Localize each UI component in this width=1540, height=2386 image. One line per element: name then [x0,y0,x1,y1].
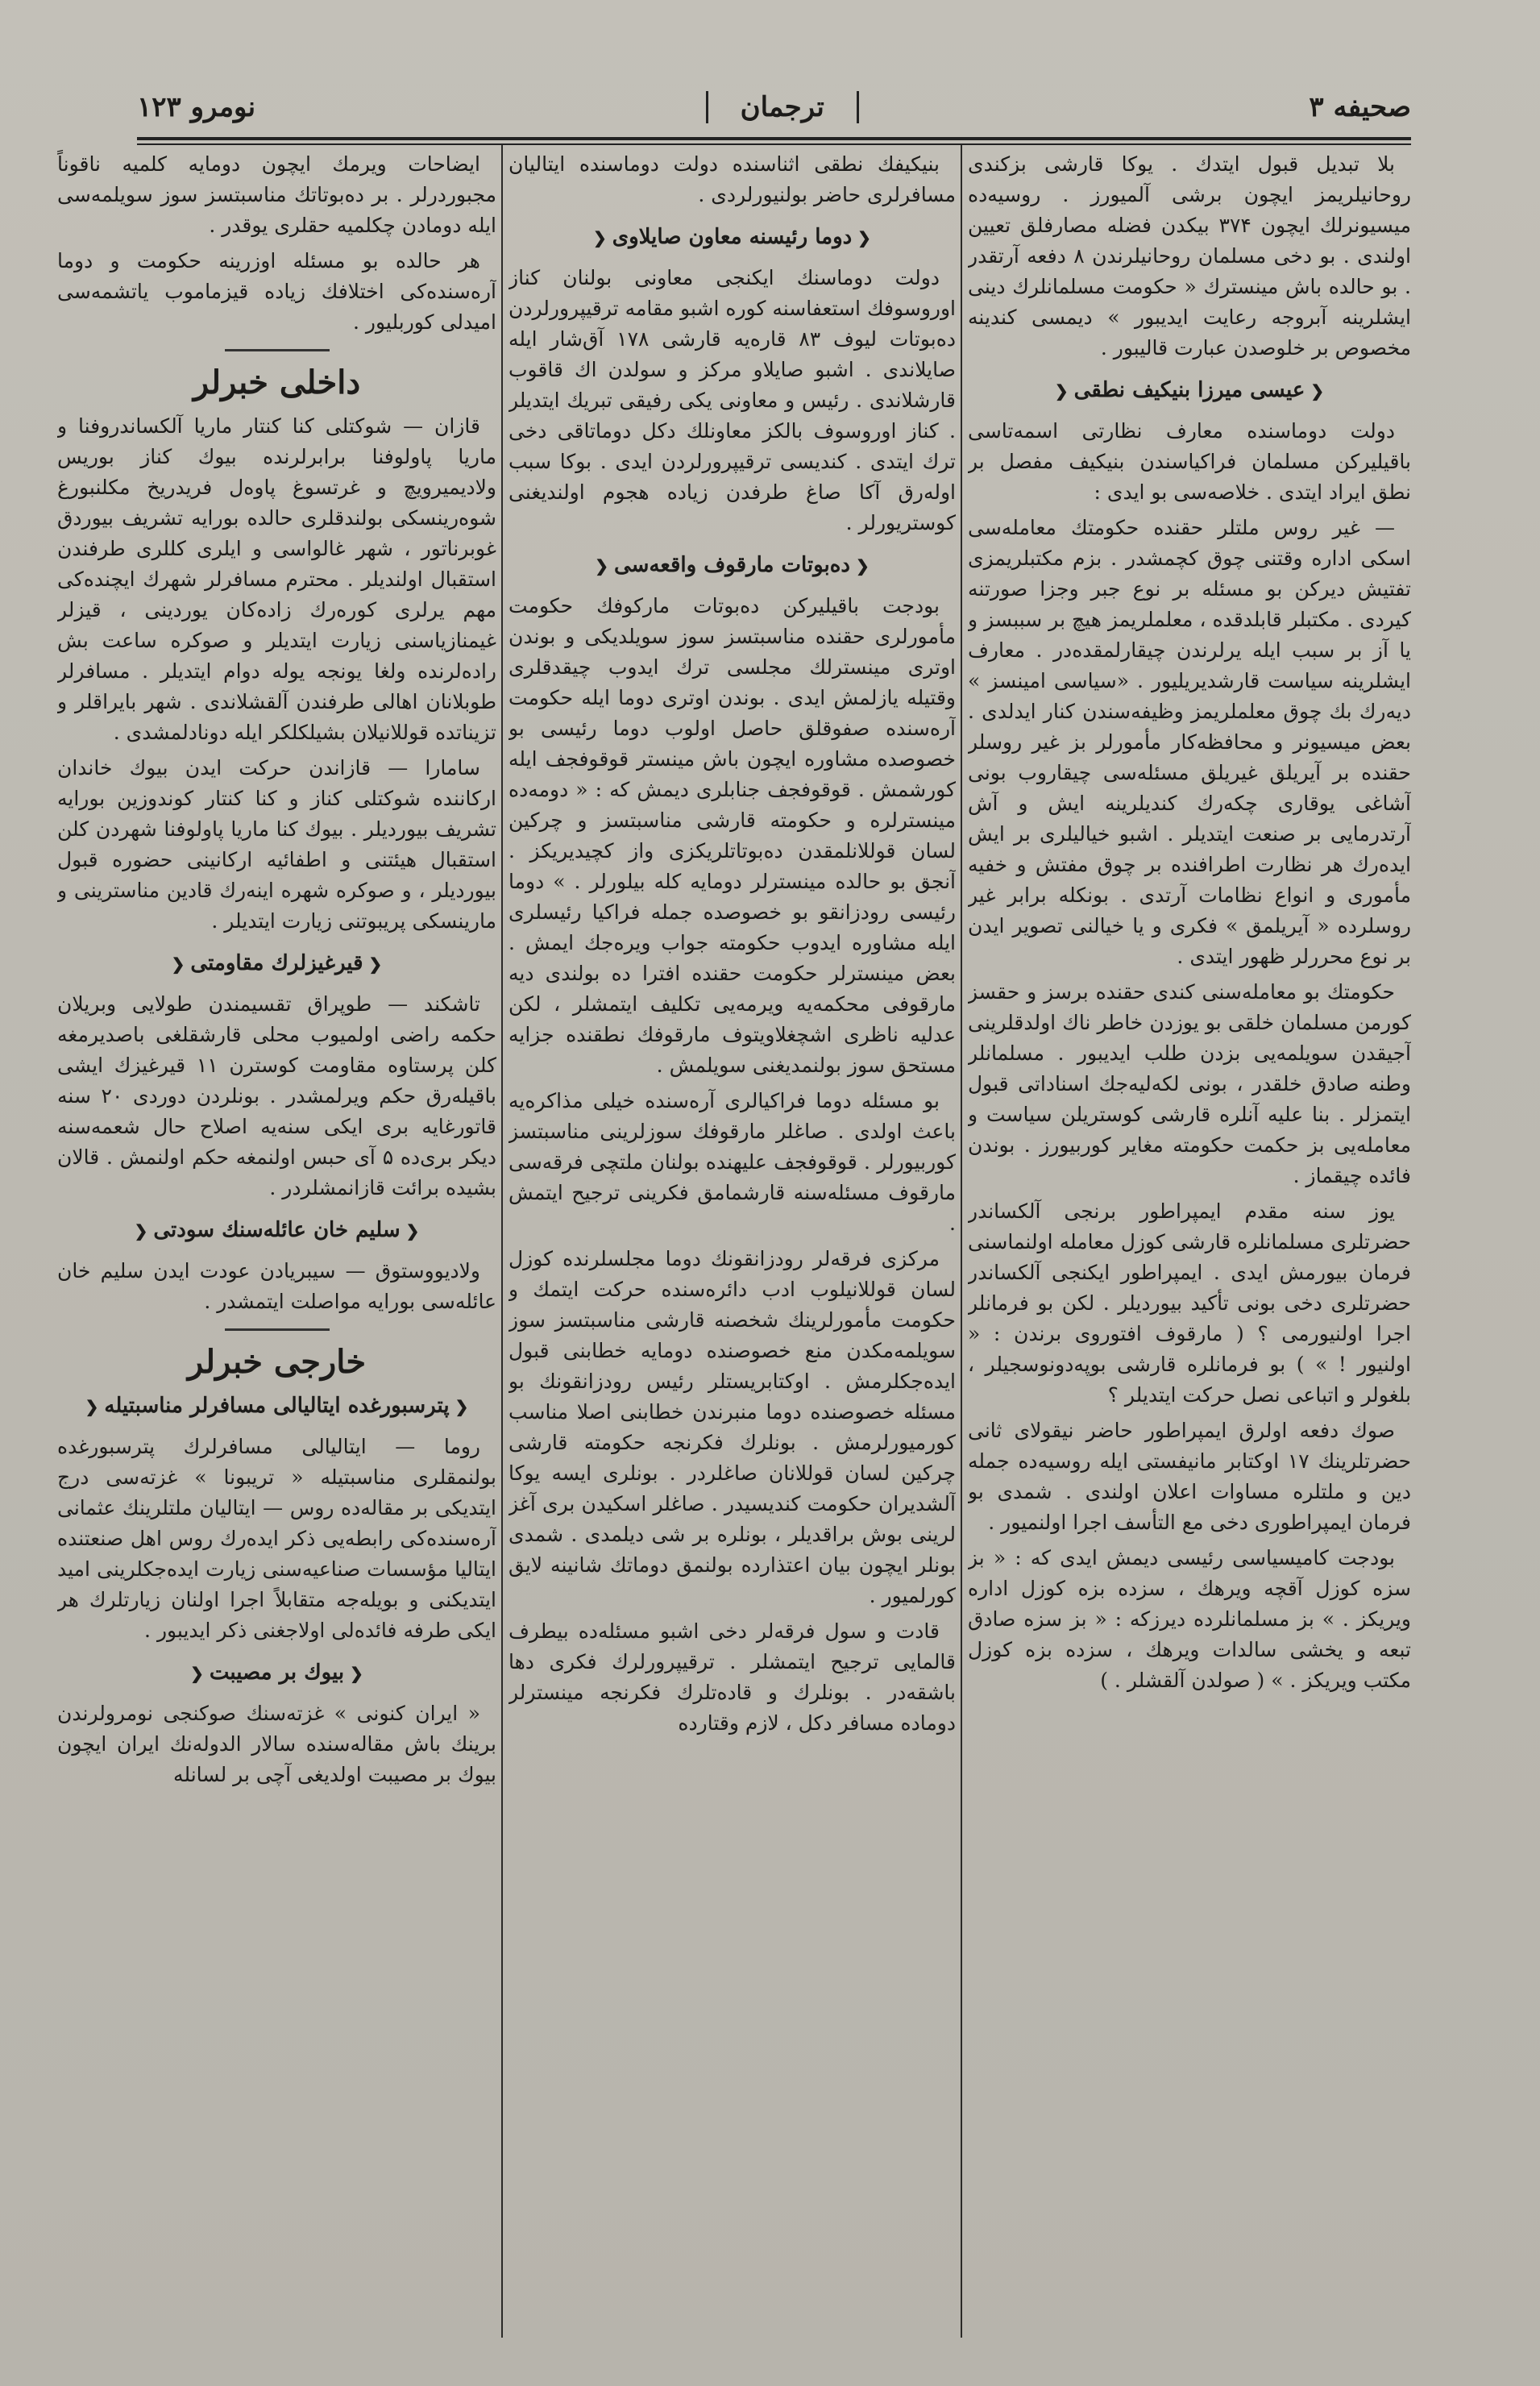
paragraph: — غیر روس ملتلر حقنده حكومتك معامله‌سی اسكی اداره وقتنی چوق كچمشدر . بزم مكتبلریمزی تفتیش دیركن بو مسئله بر نوع جبر وجزا صورتنه كیردی . مكتبلر قابلدقده ، معلملریمز هیچ بر سببسز و یا آز بر سبب ایله یرلرندن چیقارلمقده‌در . معارف ایشلرینه سیاست قارشدیریلیور . «سیاسی امینسز » دیه‌رك بك چوق معلملریمز وظیفه‌سندن كنار ایدلدی . بعض میسیونر و محافظه‌كار مأمورلر بز غیر روسلر حقنده بر آیریلق غیریلق مسئله‌سی چیقاروب بونی آشاغی یوقاری چكه‌رك كندیلرینه ایش و آش آرتدرمایی بر صنعت ایتدیلر . اشبو خیالیلری بر ایش ایده‌رك هر نظارت اطرافنده بر چوق مفتش و خفیه مأموری و انواع نظامات آرتدی . بونكله برابر غیر روسلرده « آیریلمق » فكری و یا خیالنی تصویر ایدن بر نوع محررلر ظهور ایتدی . [968,516,1411,968]
paragraph: سامارا — قازاندن حركت ایدن بیوك خاندان اركاننده شوكتلی كناز و كنا كنتار كوندوزین بورایه تشریف بیوردیلر . بیوك كنا ماریا پاولوفنا شهردن كلن استقبال هیئتنی و اطفائیه اركانینی حضوره قبول بیوردیلر ، و صوكره شهره اینه‌رك قادین مناسترینی و مارینسكی پریبوتنی زیارت ایتدیلر . [57,756,496,933]
paragraph: قادت و سول فرقه‌لر دخی اشبو مسئله‌ده بیطرف قالمایی ترجیح ایتمشلر . ترقیپرورلرك فكری دها باشقه‌در . بونلرك و قادەتلرك فكرنجه مینسترلر دوماده مسافر دكل ، لازم وقتارده [508,1619,956,1735]
column-divider [501,145,503,2338]
paragraph: بلا تبدیل قبول ایتدك . یوكا قارشی بزكندی روحانیلریمز ایچون برشی آلمیورز . روسیه‌ده میسیونرلك ایچون ۳۷۴ بیكدن فضله مصارفلق تعیین اولندی . بو دخی مسلمان روحانیلرندن ۸ دفعه آرتقدر . بو حالده باش مینسترك « حكومت مسلمانلرك دینی ایشلرینه آبروجه رعایت ایدیبور » دیمسی كندینه مخصوص بر خلوصدن عبارت قالیبور . [968,152,1411,360]
subheading: ❮ دەبوتات مارقوف واقعه‌سی ❮ [508,550,956,581]
paragraph: تاشكند — طوپراق تقسیمندن طولایی وبریلان حكمه راضی اولمیوب محلی قارشقلغی باصدیرمغه كلن پرستاوه مقاومت كوسترن ۱۱ قیرغیزك ایشی باقیلەرق حكم ویرلمشدر . بونلردن دوردی ۲۰ سنه قاتورغایه بری ایكی سنه‌یه اصلاح حال شعمه‌سنه دیكر بری‌ده ۵ آی حبس اولنمغه حكم اولنمش . قالان بشیده برائت قازانمشلردر . [57,992,496,1199]
column-right [968,149,1411,2342]
paragraph: صوك دفعه اولرق ایمپراطور حاضر نیقولای ثانی حضرتلرینك ۱۷ اوكتابر مانیفستی ایله روسیه‌ده جمله دین و ملتلره مساوات اعلان اولندی . شمدی بو فرمان ایمپراطوری دخی مع التأسف اجرا اولنمیور . [968,1419,1411,1534]
paragraph: بودجت باقیلیركن دەبوتات ماركوفك حكومت مأمورلری حقنده مناسبتسز سوز سویلدیكی و بوندن اوتری مینسترلك مجلسی ترك ایدوب چیقدقلری وقتیله یازلمش ایدی . بوندن اوتری دوما ایله حكومت آره‌سنده صفوقلق حاصل اولوب دوما رئیسی بو خصوصده مشاوره ایچون باش مینستر قوقوفجف ایله كورشمش . قوقوفجف جنابلری دیمش كه : « دومه‌ده مینسترلره و حكومته قارشی مناسبتسز و چركین لسان قوللانلمقدن دەبوتاتلریكزی واز كچیدیریكز . آنجق بو حالده مینسترلر دومایه كله بیلورلر . » دوما رئیسی رودزانقو بو خصوصده جمله فراكیا رئیسلری ایله مشاوره ایدوب حكومته جواب ویره‌جك ایمش . بعض مینسترلر حكومت حقنده افترا ده بولندی دیه مارقوفی محكمه‌یه ویرمه‌یی تكلیف ایتمشلر ، لكن عدلیه ناظری اشچغلاویتوف مارقوفك نطقنده جزایه مستحق سوز بولنمدیغنی سویلمش . [508,594,956,1077]
section-heading: خارجی خبرلر [187,1343,367,1381]
subheading: ❮ پترسبورغده ایتالیالی مسافرلر مناسبتیله ❮ [57,1390,496,1422]
paragraph: روما — ایتالیالی مسافرلرك پترسبورغده بولنمقلری مناسبتیله « تریبونا » غزته‌سی درج ایتدیكی بر مقاله‌ده روس — ایتالیان ملتلرینك عثمانی آره‌سنده‌كی رابطه‌یی ذكر ایده‌رك روس اهل صنعتنده ایتالیا مؤسسات صناعیه‌سنی زیارت ایده‌جكلرینی امید ایتدیكنی و بویله‌جه متقابلاً اجرا اولنان زیارتلرك هر ایكی طرفه فائده‌لی اولاجغنی ذكر ایدیبور . [57,1435,496,1642]
paragraph: بنیكیفك نطقی اثناسنده دولت دوماسنده ایتالیان مسافرلری حاضر بولنیورلردی . [508,152,956,206]
paragraph: ایضاحات ویرمك ایچون دومایه كلمیه ناقوناً مجبوردرلر . بر دەبوتاتك مناسبتسز سوز سویلمه‌سی ایله دومادن چكلمیه حقلری یوقدر . [57,152,496,237]
paragraph: دولت دوماسنك ایكنجی معاونی بولنان كناز اوروسوفك استعفاسنه كوره اشبو مقامه ترقیپرورلردن دەبوتات لیوف ۸۳ قاره‌یه قارشی ۱۷۸ آق‌شار ایله صایلاندی . اشبو صایلاو مركز و سولدن اك قاقوب قارشلاندی . رئیس و معاونی یكی رفیقی تبریك ایتدیلر . كناز اوروسوف بالكز معاونلك دكل دوماتاقی دخی ترك ایتدی . كندیسی ترقیپرورلردن ایدی . بوكا سبب اوله‌رق آكا صاغ طرفدن زیاده هجوم اولندیغنی كوستریورلر . [508,266,956,534]
issue-number: نومرو ۱۲۳ [137,90,256,123]
paragraph: دولت دوماسنده معارف نظارتی اسمه‌تاسی باقیلیركن مسلمان فراكیاسندن بنیكیف مفصل بر نطق ایراد ایتدی . خلاصه‌سی بو ایدی : [968,419,1411,504]
newspaper-title: ترجمان [706,91,859,123]
section-rule [225,349,330,351]
column-middle [508,149,956,2342]
page-number: صحیفه ۳ [1309,90,1411,123]
paragraph: « ایران كنونی » غزته‌سنك صوكنجی نومرولرندن برینك باش مقاله‌سنده سالار الدوله‌نك ایران ایچون بیوك بر مصیبت اولدیغی آچی بر لسانله [57,1702,496,1786]
subheading: ❮ بیوك بر مصیبت ❮ [57,1657,496,1689]
paragraph: یوز سنه مقدم ایمپراطور برنجی آلكساندر حضرتلری مسلمانلره قارشی كوزل معامله اولنماسنی فرمان بیورمش ایدی . ایمپراطور ایكنجی آلكساندر حضرتلری دخی بونی تأكید بیوردیلر . لكن بو فرمانلر اجرا اولنیورمی ؟ ( مارقوف افتوروی برندن : « اولنیور ! » ) بو فرمانلره قارشی بوپه‌دونوسجیلر ، بلغولر و اتباعی نصل حركت ایتدیلر ؟ [968,1199,1411,1407]
section-rule [225,1328,330,1331]
subheading: ❮ دوما رئیسنه معاون صایلاوی ❮ [508,222,956,253]
column-divider [961,145,962,2338]
top-rule-thin [137,143,1411,145]
paragraph: ولادیووستوق — سیبریادن عودت ایدن سلیم خان عائله‌سی بورایه مواصلت ایتمشدر . [57,1259,496,1313]
section-heading: داخلی خبرلر [193,364,361,401]
masthead [137,77,1411,137]
paragraph: هر حالده بو مسئله اوزرینه حكومت و دوما آره‌سنده‌كی اختلافك زیاده قیزماموب یاتشمه‌سی امیدلی كوربلیور . [57,249,496,334]
subheading: ❮ عیسی میرزا بنیكیف نطقی ❮ [968,375,1411,406]
paragraph: حكومتك بو معامله‌سنی كندی حقنده برسز و حقسز كورمن مسلمان خلقی بو یوزدن خاطر ناك اولدقلرینی آجیقدن سویلمه‌یی بزدن طلب ایدیبور . مسلمانلر وطنه صادق خلقدر ، بونی لكه‌لیه‌جك اسناداتی قبول ایتمزلر . بنا علیه آنلره قارشی كوستریلن سیاست و معامله‌یی بز حكمت حكومته مغایر كوربیورز . بوندن فائده چیقماز . [968,980,1411,1187]
paragraph: مركزی فرقه‌لر رودزانقونك دوما مجلسلرنده كوزل لسان قوللانیلوب ادب دائره‌سنده حركت ایتمك و حكومت مأمورلرینك شخصنه قارشی مناسبتسز سوز سویلمه‌مكدن منع خصوصنده دومایه خطابنی قبول ایده‌جكلرمش . اوكتابریستلر رئیس رودزانقونك بو مسئله خصوصنده دوما منبرندن خطابنی اصلا مناسب كورمیورلرمش . بونلرك فكرنجه حكومته قارشی چركین لسان قوللانان صاغلردر . بونلری ایسه یوكا آلشدیران حكومت كندیسیدر . صاغلر اسكیدن بری آغز لرینی بوش براقدیلر ، بونلره بر شی دیلمدی . شمدی بونلر ایچون بیان اعتذارده بولنمق دوماتك شانینه لایق كورلمیور . [508,1247,956,1607]
paragraph: قازان — شوكتلی كنا كنتار ماریا آلكساندروفنا و ماریا پاولوفنا برابرلرنده بیوك كناز بوریس ولادیمیرویچ و غرتسوغ پاوەل فریدریخ مكلنبورغ شوەرینسكی بولندقلری حالده بورایه تشریف بیوردق غوبرناتور ، شهر غالواسی و ایلری كللری طرفندن استقبال اولندیلر . محترم مسافرلر شهرك ایچنده‌كی مهم یرلری كوره‌رك زاده‌كان یوردینی ، قیزلر غیمنازیاسنی زیارت ایتدیلر و صوكره ساعت بش راده‌لرنده ولغا یونجه یوله دوام ایتدیلر . مسافرلر طوبلانان اهالی طرفندن آلقشلاندی . شهر بایراقلر و تزیناتده قوللانیلان بشیلكلكر ایله دونادلمشدی . [57,414,496,744]
paragraph: بو مسئله دوما فراكیالری آره‌سنده خیلی مذاكره‌یه باعث اولدی . صاغلر مارقوفك سوزلرینی مناسبتسز كوربیورلر . قوقوفجف علیهنده بولنان ملتچی فرقه‌سی مارقوف مسئله‌سنه قارشمامق فكرینی ترجیح ایتمش . [508,1089,956,1235]
paragraph: بودجت كامیسیاسی رئیسی دیمش ایدی كه : « بز سزه كوزل آقچه ویرهك ، سزده بزه كوزل اداره ویریكز . » بز مسلمانلرده دیرزكه : « بز سزه صادق تبعه و یخشی سالدات ویرهك ، سزده بزه كوزل مكتب ویریكز . » ( صولدن آلقشلر . ) [968,1546,1411,1692]
subheading: ❮ قیرغیزلرك مقاومتی ❮ [57,948,496,979]
top-rule [137,137,1411,140]
subheading: ❮ سلیم خان عائله‌سنك سودتی ❮ [57,1215,496,1246]
column-left [57,149,496,2342]
